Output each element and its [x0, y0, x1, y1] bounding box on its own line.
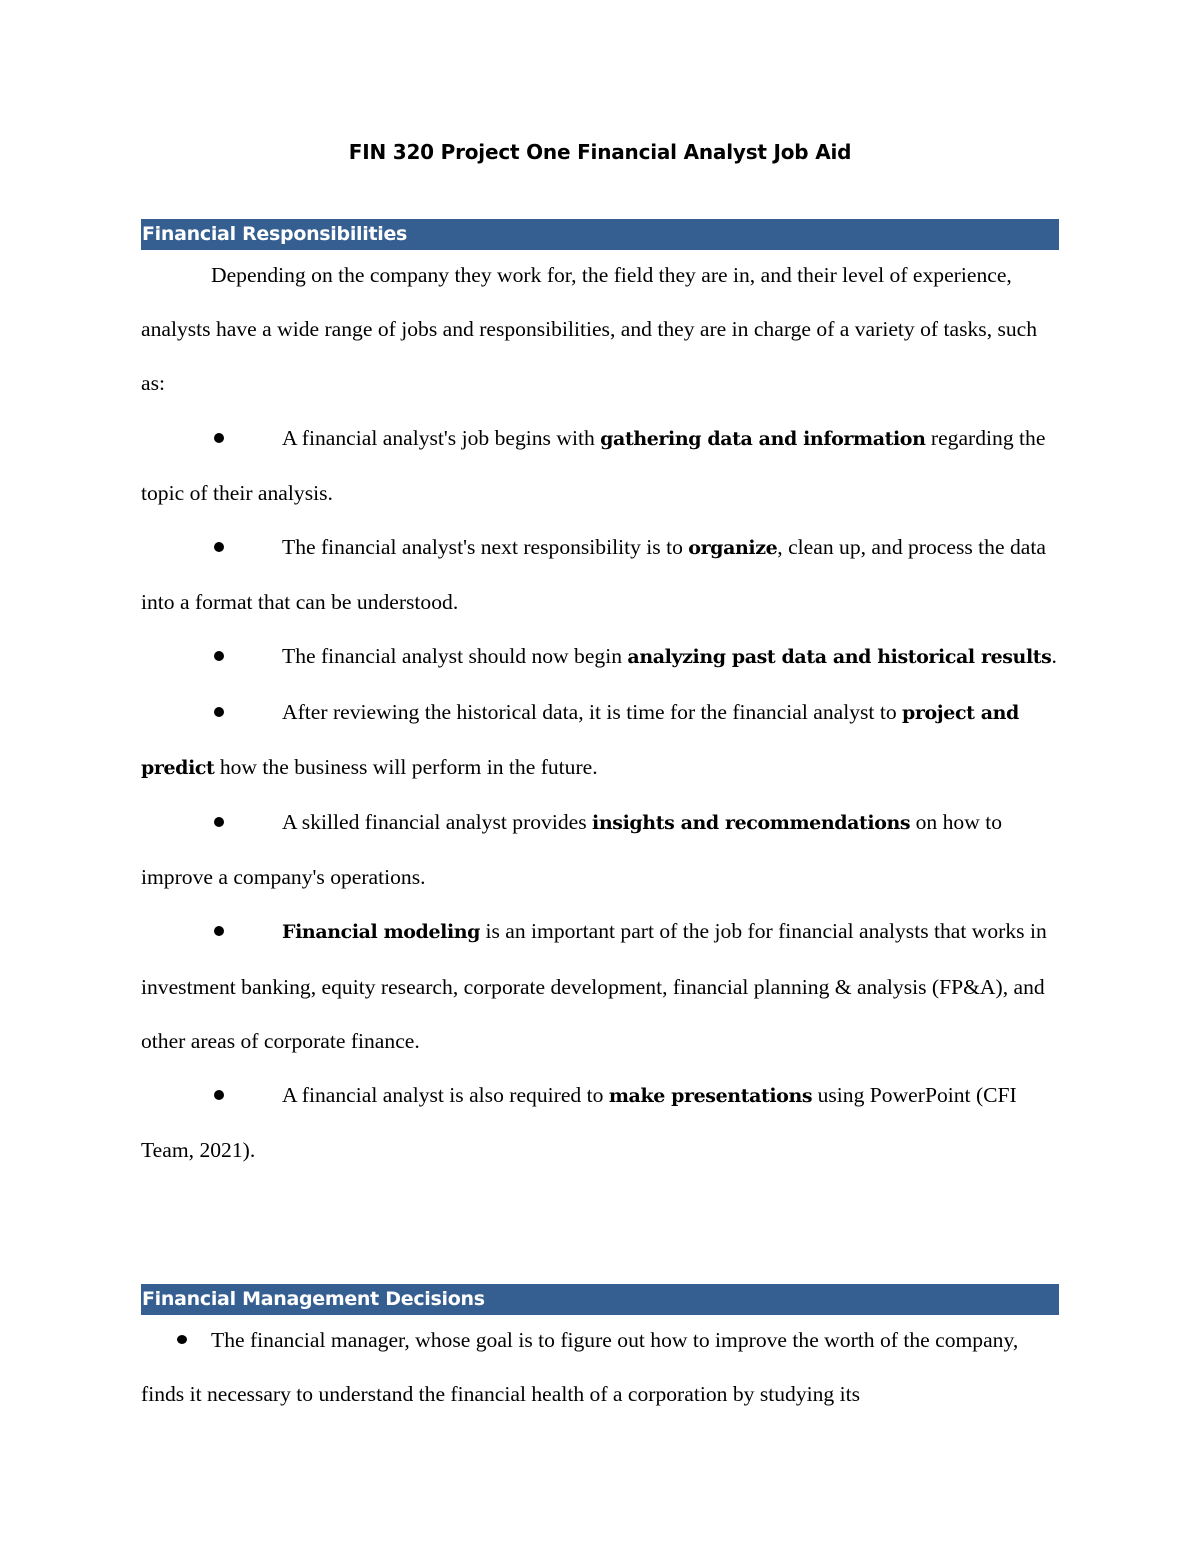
bullet-icon [214, 433, 224, 443]
bullet-icon [214, 817, 224, 827]
document-title: FIN 320 Project One Financial Analyst Job Aid [348, 140, 852, 164]
intro-paragraph: Depending on the company they work for, the field they are in, and their level of experience, analysts have a wide range of jobs and responsibilities, and they are in charge of a variety of tasks, such as: [141, 263, 1038, 396]
list-item [141, 1068, 1059, 1177]
list-item [141, 904, 1059, 1068]
bullet-icon [214, 651, 224, 661]
list-item-text: how the business will perform in the future. [214, 754, 598, 779]
list-item-text: A skilled financial analyst provides [282, 810, 593, 835]
bullet-icon [214, 542, 224, 552]
list-item-text: The financial analyst should now begin [282, 644, 628, 669]
list-item [141, 795, 1059, 904]
list-item [141, 685, 1059, 795]
section-body-financial-management-decisions [141, 1313, 1059, 1421]
list-item-emphasis: make presentations [608, 1085, 813, 1108]
list-item [141, 411, 1059, 520]
bullet-icon [214, 1090, 224, 1100]
list-item-text: on how to improve a company's operations. [141, 810, 1003, 890]
list-item-text: , clean up, and process the data into a format that can be understood. [141, 535, 1046, 615]
list-item-emphasis: Financial modeling [282, 921, 481, 944]
list-item [141, 1313, 1059, 1421]
list-item-text: . [1051, 644, 1057, 669]
list-item [141, 520, 1059, 629]
list-item-text: is an important part of the job for financial analysts that works in investment banking, equity research, corporate development, financial planning & analysis (FP&A), and other areas of corporate finance. [141, 919, 1047, 1053]
list-item-text: A financial analyst is also required to [282, 1083, 609, 1108]
list-item [141, 629, 1059, 684]
bullet-icon [177, 1335, 187, 1344]
section-heading-financial-responsibilities: Financial Responsibilities [141, 219, 1059, 250]
list-item-emphasis: gathering data and information [600, 427, 926, 450]
bullet-icon [214, 926, 224, 936]
list-item-emphasis: organize [688, 537, 778, 560]
list-item-emphasis: analyzing past data and historical results [627, 646, 1052, 669]
list-item-text: A financial analyst's job begins with [282, 425, 601, 450]
bullet-icon [214, 707, 224, 717]
list-item-text: regarding the topic of their analysis. [141, 425, 1046, 505]
list-item-text: The financial manager, whose goal is to figure out how to improve the worth of the company, finds it necessary to understand the financial health of a corporation by studying its [141, 1328, 1019, 1407]
section-body-financial-responsibilities [141, 248, 1059, 1177]
list-item-text: using PowerPoint (CFI Team, 2021). [141, 1083, 1017, 1163]
list-item-emphasis: project and predict [141, 701, 1019, 779]
list-item-emphasis: insights and recommendations [592, 812, 911, 835]
list-item-text: After reviewing the historical data, it is time for the financial analyst to [282, 699, 903, 724]
list-item-text: The financial analyst's next responsibility is to [282, 535, 689, 560]
section-heading-financial-management-decisions: Financial Management Decisions [141, 1284, 1059, 1315]
